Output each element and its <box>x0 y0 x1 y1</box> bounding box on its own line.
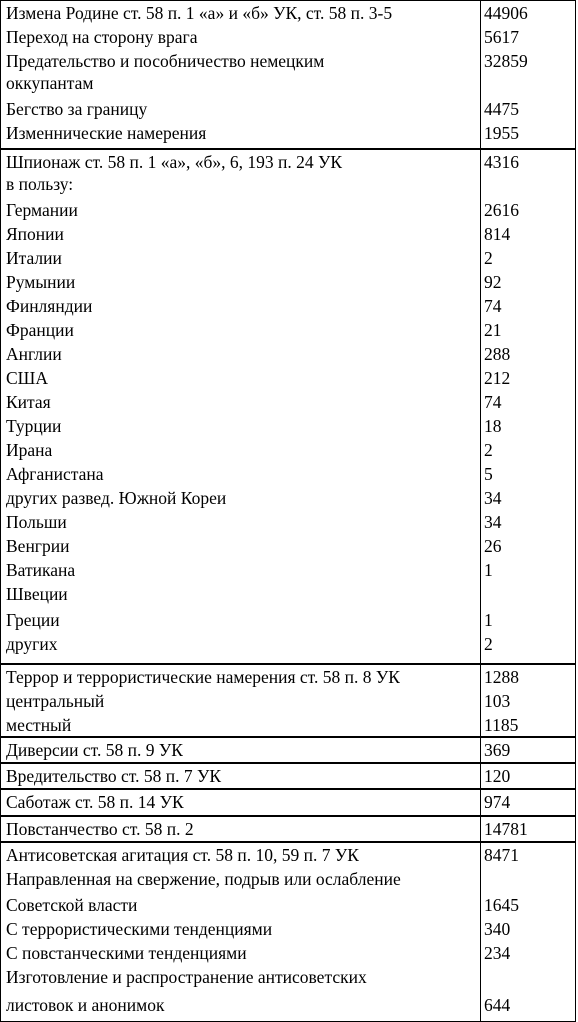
row-value: 974 <box>484 792 511 812</box>
row-value: 21 <box>484 320 502 340</box>
row-value: 369 <box>484 740 511 760</box>
row-value: 288 <box>484 344 511 364</box>
row-value: 8471 <box>484 845 519 865</box>
row-label: Германии <box>6 200 78 220</box>
row-label: Швеции <box>6 584 68 604</box>
row-label: Финляндии <box>6 296 93 316</box>
row-label: Измена Родине ст. 58 п. 1 «а» и «б» УК, ст. 58 п. 3-5 <box>6 3 393 23</box>
row-value: 18 <box>484 416 502 436</box>
row-label: Ватикана <box>6 560 76 580</box>
row-label: в пользу: <box>6 174 74 194</box>
row-value: 2 <box>484 248 493 268</box>
row-value: 120 <box>484 766 511 786</box>
row-value: 1288 <box>484 667 519 687</box>
row-label: Направленная на свержение, подрыв или ослабление <box>6 869 401 889</box>
row-label: Шпионаж ст. 58 п. 1 «а», «б», 6, 193 п. 24 УК <box>6 152 343 172</box>
row-value: 2 <box>484 440 493 460</box>
row-value: 74 <box>484 296 502 316</box>
row-value: 814 <box>484 224 511 244</box>
row-label: листовок и анонимок <box>6 995 165 1015</box>
row-label: Антисоветская агитация ст. 58 п. 10, 59 п. 7 УК <box>6 845 359 865</box>
row-value: 1 <box>484 610 493 630</box>
row-label: оккупантам <box>6 73 94 93</box>
row-label: центральный <box>6 691 105 711</box>
row-value: 644 <box>484 995 511 1015</box>
row-value: 2616 <box>484 200 519 220</box>
row-value: 1185 <box>484 715 519 735</box>
row-label: Китая <box>6 392 51 412</box>
row-label: Изменнические намерения <box>6 123 207 143</box>
row-label: США <box>6 368 48 388</box>
row-value: 26 <box>484 536 502 556</box>
row-value: 34 <box>484 488 502 508</box>
row-value: 234 <box>484 943 511 963</box>
row-label: Афганистана <box>6 464 104 484</box>
row-label: Советской власти <box>6 895 138 915</box>
row-label: Турции <box>6 416 62 436</box>
row-value: 1 <box>484 560 493 580</box>
row-label: Предательство и пособничество немецким <box>6 51 325 71</box>
row-label: Саботаж ст. 58 п. 14 УК <box>6 792 184 812</box>
row-label: С террористическими тенденциями <box>6 919 273 939</box>
row-value: 5617 <box>484 27 519 47</box>
row-value: 103 <box>484 691 511 711</box>
row-label: Ирана <box>6 440 53 460</box>
row-label: Венгрии <box>6 536 70 556</box>
row-value: 1645 <box>484 895 519 915</box>
row-label: Англии <box>6 344 62 364</box>
row-value: 14781 <box>484 819 528 839</box>
row-value: 44906 <box>484 3 528 23</box>
row-value: 74 <box>484 392 502 412</box>
column-divider <box>480 0 481 1022</box>
row-value: 4475 <box>484 99 519 119</box>
row-label: С повстанческими тенденциями <box>6 943 247 963</box>
row-value: 212 <box>484 368 511 388</box>
row-label: Греции <box>6 610 60 630</box>
row-label: Польши <box>6 512 67 532</box>
row-label: Италии <box>6 248 62 268</box>
row-label: Изготовление и распространение антисоветских <box>6 967 367 987</box>
row-label: Повстанчество ст. 58 п. 2 <box>6 819 194 839</box>
row-value: 32859 <box>484 51 528 71</box>
row-label: местный <box>6 715 72 735</box>
row-value: 5 <box>484 464 493 484</box>
row-value: 34 <box>484 512 502 532</box>
row-label: Вредительство ст. 58 п. 7 УК <box>6 766 222 786</box>
row-value: 340 <box>484 919 511 939</box>
row-label: Террор и террористические намерения ст. 58 п. 8 УК <box>6 667 400 687</box>
row-label: других <box>6 634 58 654</box>
row-label: других развед. Южной Кореи <box>6 488 227 508</box>
row-value: 1955 <box>484 123 519 143</box>
row-label: Японии <box>6 224 64 244</box>
row-value: 4316 <box>484 152 519 172</box>
row-label: Бегство за границу <box>6 99 148 119</box>
row-label: Румынии <box>6 272 76 292</box>
row-value: 2 <box>484 634 493 654</box>
row-value: 92 <box>484 272 502 292</box>
row-label: Переход на сторону врага <box>6 27 198 47</box>
row-label: Диверсии ст. 58 п. 9 УК <box>6 740 183 760</box>
row-label: Франции <box>6 320 74 340</box>
